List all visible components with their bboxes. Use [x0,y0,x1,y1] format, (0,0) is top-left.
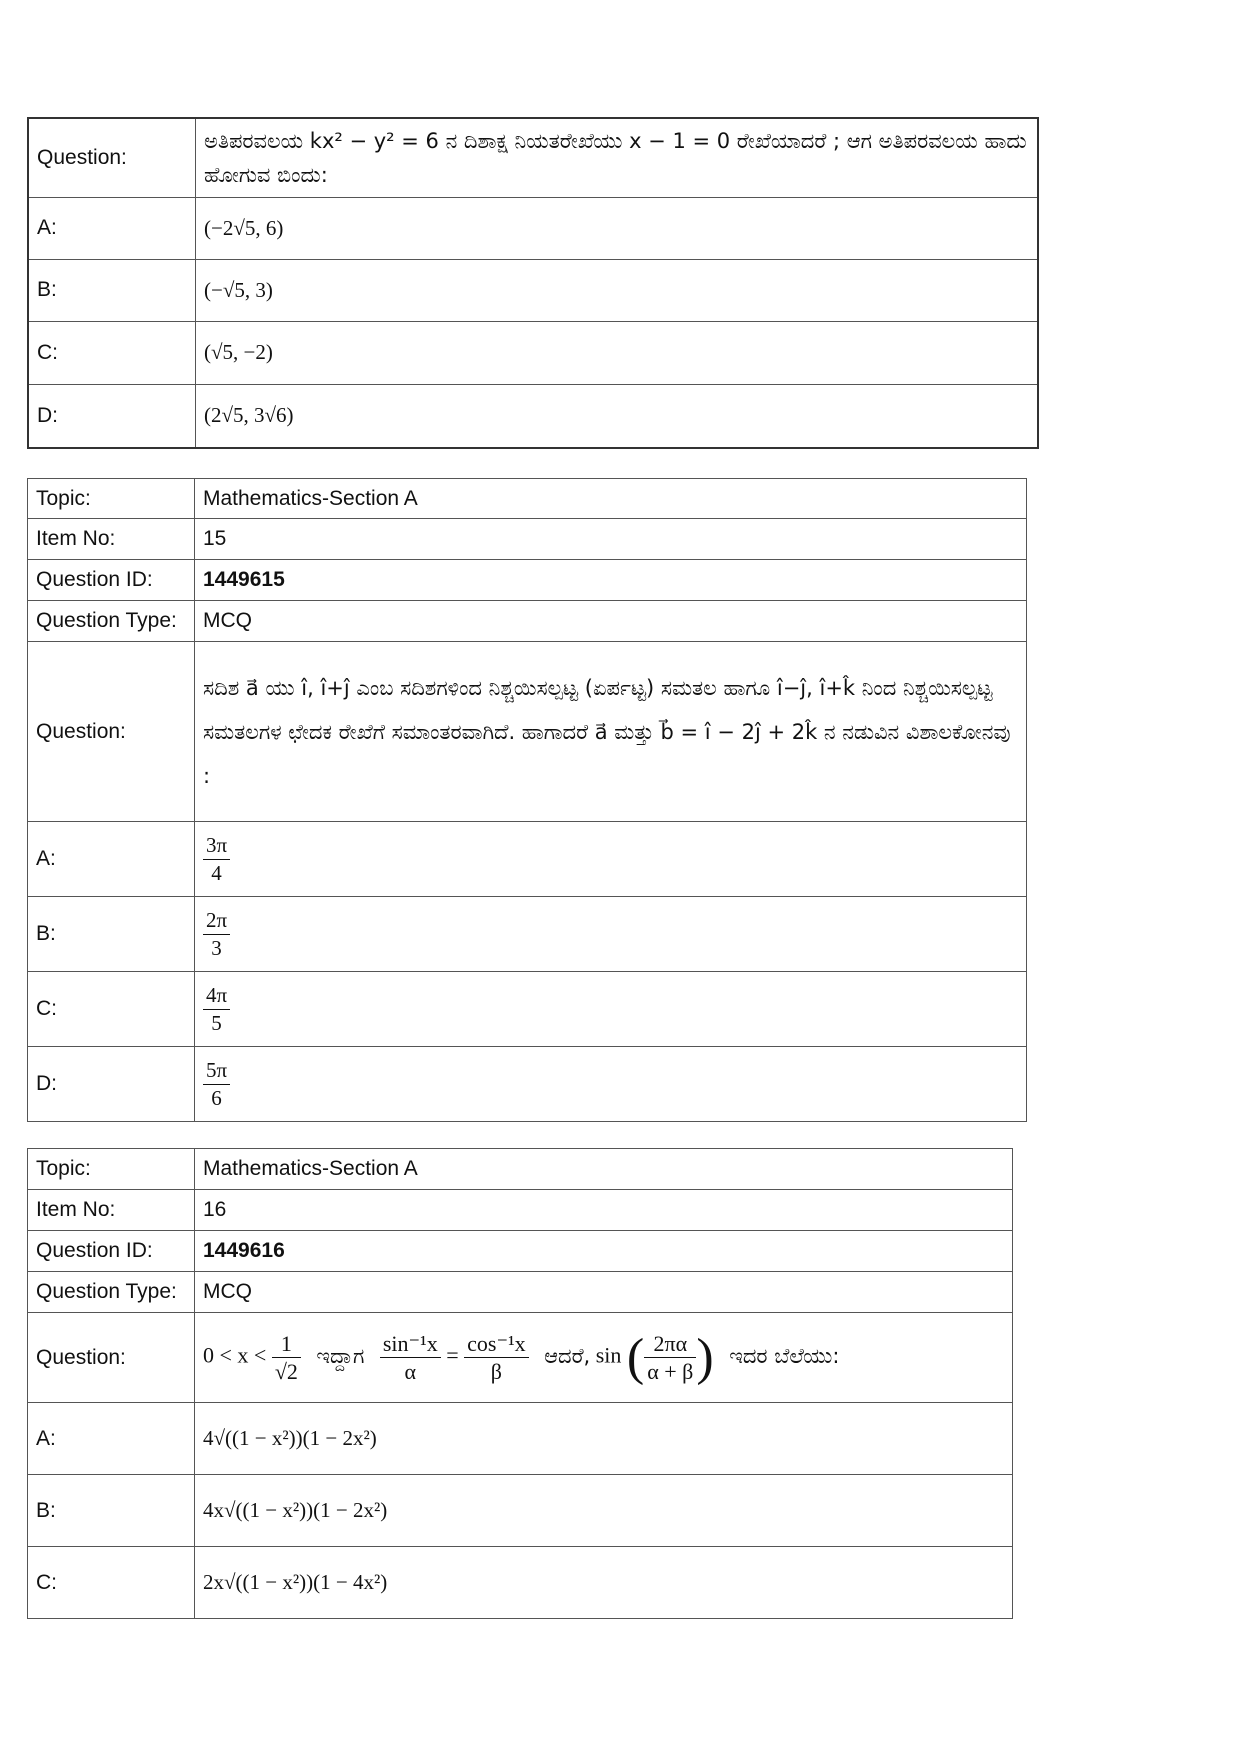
inverse-cos-fraction [464,1330,529,1386]
inverse-cos-numerator: cos⁻¹x [464,1330,529,1359]
equals-sign: = [446,1342,459,1368]
option-row-c [28,972,1027,1047]
question-text: ಸದಿಶ a⃗ ಯು î, î+ĵ ಎಂಬ ಸದಿಶಗಳಿಂದ ನಿಶ್ಚಯಿಸಲ್ಪಟ್ಟ (ಏರ್ಪಟ್ಟ) ಸಮತಲ ಹಾಗೂ î−ĵ, î+k̂ ನಿಂದ ನಿಶ್ಚಯಿಸಲ್ಪಟ್ಟ ಸಮತಲಗಳ ಛೇದಕ ರೇಖೆಗೆ ಸಮಾಂತರವಾಗಿದೆ. ಹಾಗಾದರೆ a⃗ ಮತ್ತು b⃗ = î − 2ĵ + 2k̂ ನ ನಡುವಿನ ವಿಶಾಲಕೋನವು : [195,642,1027,822]
option-row-b [28,897,1027,972]
condition-fraction [272,1330,301,1386]
topic-label: Topic: [28,1149,195,1190]
condition-denominator: √2 [274,1359,298,1384]
question-type-label: Question Type: [28,1272,195,1313]
kannada-then: ಆದರೆ, [544,1343,591,1368]
question-type-value: MCQ [195,601,1027,642]
option-d-label: D: [28,1047,195,1122]
option-row-a [28,197,1038,259]
option-c-label: C: [28,1547,195,1619]
topic-label: Topic: [28,479,195,519]
question-id-label: Question ID: [28,560,195,601]
topic-value: Mathematics-Section A [195,479,1027,519]
option-b-denominator: 3 [211,935,222,960]
option-row-d [28,1047,1027,1122]
question-type-label: Question Type: [28,601,195,642]
option-b-label: B: [28,1475,195,1547]
question-id-row [28,1231,1013,1272]
question-row [28,1313,1013,1403]
item-no-value: 16 [195,1190,1013,1231]
question-type-value: MCQ [195,1272,1013,1313]
question-type-row [28,1272,1013,1313]
question-15-table [27,478,1027,1122]
option-d-fraction [203,1057,230,1111]
question-row [28,642,1027,822]
option-a-value: (−2√5, 6) [196,197,1039,259]
sin-argument-denominator: α + β [647,1359,694,1384]
option-row-a [28,1403,1013,1475]
option-row-c [28,1547,1013,1619]
question-label: Question: [28,1313,195,1403]
open-paren: ( [626,1329,645,1386]
option-a-label: A: [28,1403,195,1475]
option-b-label: B: [28,259,196,321]
option-b-value: (−√5, 3) [196,259,1039,321]
option-c-fraction [203,982,230,1036]
option-c-label: C: [28,321,196,384]
option-c-numerator: 4π [203,982,230,1009]
question-id-label: Question ID: [28,1231,195,1272]
option-c-value: 2x√((1 − x²))(1 − 4x²) [195,1547,1013,1619]
sin-argument-fraction [644,1330,696,1386]
question-id-row [28,560,1027,601]
condition-numerator: 1 [272,1330,301,1359]
question-label: Question: [28,118,196,197]
kannada-if: ಇದ್ದಾಗ [316,1343,365,1368]
option-a-label: A: [28,822,195,897]
option-d-label: D: [28,384,196,448]
option-c-denominator: 5 [211,1010,222,1035]
question-14-table [27,117,1039,449]
topic-value: Mathematics-Section A [195,1149,1013,1190]
question-label: Question: [28,642,195,822]
question-text: ಅತಿಪರವಲಯ kx² − y² = 6 ನ ದಿಶಾಕ್ಷ ನಿಯತರೇಖೆಯು x − 1 = 0 ರೇಖೆಯಾದರೆ ; ಆಗ ಅತಿಪರವಲಯ ಹಾದು ಹೋಗುವ ಬಿಂದು: [196,118,1039,197]
question-id-value: 1449616 [195,1231,1013,1272]
condition-text: 0 < x < [203,1342,267,1368]
option-c-label: C: [28,972,195,1047]
topic-row [28,1149,1013,1190]
item-no-row [28,1190,1013,1231]
question-type-row [28,601,1027,642]
option-c-value: (√5, −2) [196,321,1039,384]
option-a-numerator: 3π [203,832,230,859]
question-text [195,1313,1013,1403]
question-16-table [27,1148,1013,1619]
option-a-label: A: [28,197,196,259]
item-no-row [28,519,1027,560]
option-b-fraction [203,907,230,961]
option-b-value [195,897,1027,972]
option-a-fraction [203,832,230,886]
option-b-numerator: 2π [203,907,230,934]
topic-row [28,479,1027,519]
option-row-b [28,259,1038,321]
inverse-sin-numerator: sin⁻¹x [380,1330,441,1359]
item-no-label: Item No: [28,519,195,560]
question-row [28,118,1038,197]
option-d-denominator: 6 [211,1085,222,1110]
item-no-label: Item No: [28,1190,195,1231]
option-c-value [195,972,1027,1047]
option-a-value [195,822,1027,897]
item-no-value: 15 [195,519,1027,560]
kannada-value: ಇದರ ಬೆಲೆಯು: [729,1343,840,1368]
sin-function: sin [595,1342,622,1368]
option-row-c [28,321,1038,384]
option-b-label: B: [28,897,195,972]
option-row-b [28,1475,1013,1547]
inverse-sin-fraction [380,1330,441,1386]
option-d-value: (2√5, 3√6) [196,384,1039,448]
option-b-value: 4x√((1 − x²))(1 − 2x²) [195,1475,1013,1547]
option-a-denominator: 4 [211,860,222,885]
option-row-d [28,384,1038,448]
question-id-value: 1449615 [195,560,1027,601]
inverse-cos-denominator: β [490,1359,502,1384]
close-paren: ) [696,1329,714,1386]
option-d-value [195,1047,1027,1122]
option-row-a [28,822,1027,897]
option-d-numerator: 5π [203,1057,230,1084]
inverse-sin-denominator: α [404,1359,417,1384]
option-a-value: 4√((1 − x²))(1 − 2x²) [195,1403,1013,1475]
sin-argument-numerator: 2πα [644,1330,696,1359]
